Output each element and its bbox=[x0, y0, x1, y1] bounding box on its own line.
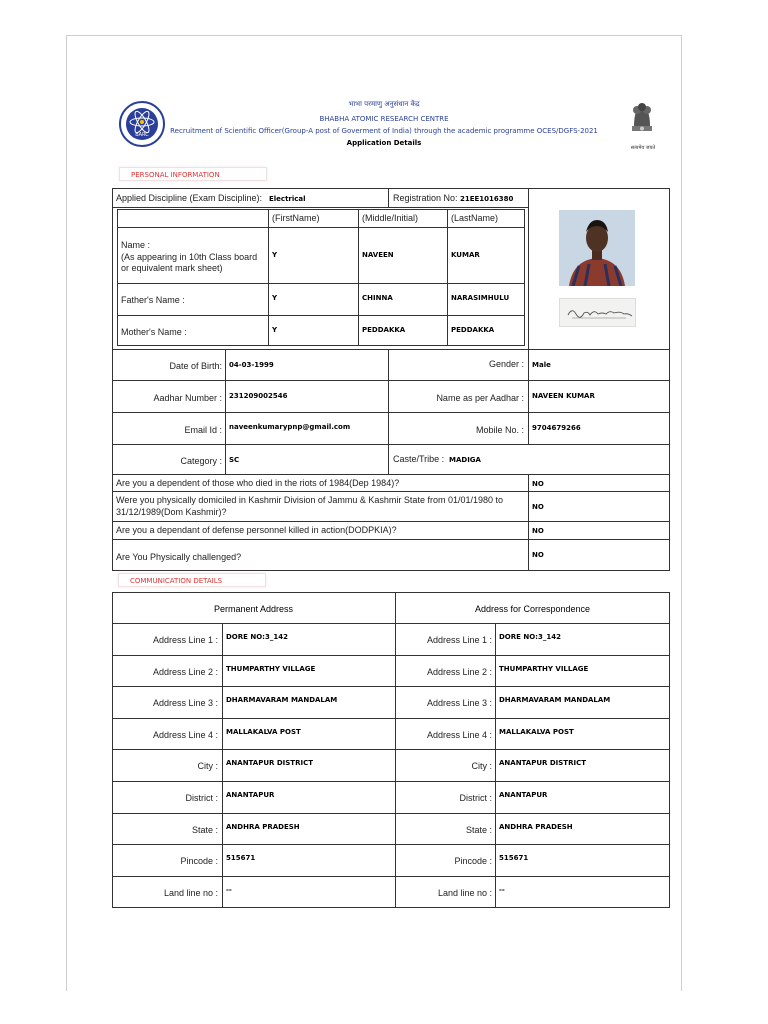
column-divider bbox=[222, 655, 223, 687]
caste-label: Caste/Tribe : bbox=[393, 454, 445, 464]
corr-address-value: ANANTAPUR bbox=[499, 791, 548, 799]
row-divider bbox=[112, 655, 670, 656]
row-divider bbox=[112, 718, 670, 719]
correspondence-address-header: Address for Correspondence bbox=[474, 604, 591, 614]
mother-middle: PEDDAKKA bbox=[362, 326, 406, 334]
name-label-line1: Name : bbox=[121, 240, 151, 250]
corr-address-value: MALLAKALVA POST bbox=[499, 728, 574, 736]
name-middle: NAVEEN bbox=[362, 251, 394, 259]
mother-first: Y bbox=[272, 326, 278, 334]
perm-address-label: Pincode : bbox=[180, 856, 218, 866]
father-last: NARASIMHULU bbox=[451, 294, 510, 302]
row-divider bbox=[112, 781, 670, 782]
perm-address-label: Address Line 1 : bbox=[152, 635, 218, 645]
column-divider bbox=[222, 876, 223, 908]
column-divider bbox=[495, 686, 496, 718]
column-divider bbox=[495, 813, 496, 845]
header-org-name: BHABHA ATOMIC RESEARCH CENTRE bbox=[319, 115, 449, 123]
perm-address-label: City : bbox=[197, 761, 218, 771]
corr-address-label: District : bbox=[459, 793, 492, 803]
column-divider bbox=[495, 781, 496, 813]
column-divider bbox=[222, 749, 223, 781]
registration-label: Registration No: bbox=[393, 193, 458, 203]
email-value: naveenkumarypnp@gmail.com bbox=[229, 423, 351, 431]
aadhar-name-value: NAVEEN KUMAR bbox=[532, 392, 595, 400]
mother-last: PEDDAKKA bbox=[451, 326, 495, 334]
mobile-label: Mobile No. : bbox=[475, 425, 524, 435]
perm-address-value: MALLAKALVA POST bbox=[226, 728, 301, 736]
email-label: Email Id : bbox=[184, 425, 222, 435]
corr-address-value: ANANTAPUR DISTRICT bbox=[499, 759, 586, 767]
section-personal-info: PERSONAL INFORMATION bbox=[119, 167, 267, 181]
dob-value: 04-03-1999 bbox=[229, 361, 274, 369]
perm-address-label: District : bbox=[185, 793, 218, 803]
column-divider bbox=[495, 876, 496, 908]
perm-address-value: 515671 bbox=[226, 854, 256, 862]
applicant-photo bbox=[559, 210, 635, 286]
column-divider bbox=[495, 749, 496, 781]
corr-address-label: State : bbox=[465, 825, 492, 835]
corr-address-value: 515671 bbox=[499, 854, 529, 862]
section-communication: COMMUNICATION DETAILS bbox=[118, 573, 266, 587]
corr-address-value: THUMPARTHY VILLAGE bbox=[499, 665, 589, 673]
perm-address-value: DHARMAVARAM MANDALAM bbox=[226, 696, 338, 704]
corr-address-label: City : bbox=[471, 761, 492, 771]
col-middle-name: (Middle/Initial) bbox=[362, 213, 419, 223]
perm-address-value: ANDHRA PRADESH bbox=[226, 823, 300, 831]
question-dodpkia: Are you a dependant of defense personnel killed in action(DODPKIA)? bbox=[116, 525, 397, 535]
answer-physically-challenged: NO bbox=[532, 551, 544, 559]
corr-address-label: Address Line 3 : bbox=[426, 698, 492, 708]
column-divider bbox=[495, 655, 496, 687]
row-divider bbox=[112, 844, 670, 845]
father-first: Y bbox=[272, 294, 278, 302]
category-value: SC bbox=[229, 456, 240, 464]
perm-address-value: ANANTAPUR DISTRICT bbox=[226, 759, 313, 767]
question-physically-challenged: Are You Physically challenged? bbox=[116, 552, 242, 562]
father-middle: CHINNA bbox=[362, 294, 393, 302]
row-divider bbox=[112, 876, 670, 877]
column-divider bbox=[222, 623, 223, 655]
perm-address-label: Address Line 2 : bbox=[152, 667, 218, 677]
header-app-title: Application Details bbox=[346, 139, 422, 147]
corr-address-value: DHARMAVARAM MANDALAM bbox=[499, 696, 611, 704]
mother-label: Mother's Name : bbox=[121, 327, 187, 337]
perm-address-value: DORE NO:3_142 bbox=[226, 633, 288, 641]
column-divider bbox=[222, 781, 223, 813]
perm-address-value: -- bbox=[226, 886, 232, 894]
question-dep-1984: Are you a dependent of those who died in the riots of 1984(Dep 1984)? bbox=[116, 478, 400, 488]
gender-label: Gender : bbox=[488, 359, 524, 369]
column-divider bbox=[222, 686, 223, 718]
registration-value: 21EE1016380 bbox=[460, 195, 514, 203]
perm-address-label: State : bbox=[191, 825, 218, 835]
barc-logo-text: BARC bbox=[135, 132, 149, 138]
perm-address-label: Address Line 4 : bbox=[152, 730, 218, 740]
column-divider bbox=[495, 718, 496, 750]
corr-address-label: Land line no : bbox=[437, 888, 492, 898]
corr-address-label: Address Line 4 : bbox=[426, 730, 492, 740]
corr-address-value: -- bbox=[499, 886, 505, 894]
column-divider bbox=[222, 718, 223, 750]
corr-address-label: Address Line 2 : bbox=[426, 667, 492, 677]
column-divider bbox=[495, 623, 496, 655]
discipline-value: Electrical bbox=[269, 195, 306, 203]
aadhar-label: Aadhar Number : bbox=[153, 393, 222, 403]
discipline-label: Applied Discipline (Exam Discipline): bbox=[116, 193, 263, 203]
corr-address-label: Address Line 1 : bbox=[426, 635, 492, 645]
column-divider bbox=[222, 844, 223, 876]
row-divider bbox=[112, 813, 670, 814]
question-dom-kashmir-line1: Were you physically domiciled in Kashmir Division of Jammu & Kashmir State from 01/01/1980 to bbox=[116, 495, 503, 505]
perm-address-value: THUMPARTHY VILLAGE bbox=[226, 665, 316, 673]
caste-value: MADIGA bbox=[449, 456, 481, 464]
corr-address-value: ANDHRA PRADESH bbox=[499, 823, 573, 831]
applicant-signature bbox=[559, 298, 636, 327]
answer-dodpkia: NO bbox=[532, 527, 544, 535]
name-last: KUMAR bbox=[451, 251, 480, 259]
perm-address-label: Address Line 3 : bbox=[152, 698, 218, 708]
question-dom-kashmir-line2: 31/12/1989(Dom Kashmir)? bbox=[116, 507, 227, 517]
row-divider bbox=[112, 686, 670, 687]
corr-address-value: DORE NO:3_142 bbox=[499, 633, 561, 641]
col-first-name: (FirstName) bbox=[272, 213, 320, 223]
header-hindi: भाभा परमाणु अनुसंधान केंद्र bbox=[348, 100, 420, 108]
gender-value: Male bbox=[532, 361, 551, 369]
row-divider bbox=[112, 623, 670, 624]
answer-dep-1984: NO bbox=[532, 480, 544, 488]
permanent-address-header: Permanent Address bbox=[213, 604, 294, 614]
dob-label: Date of Birth: bbox=[169, 361, 222, 371]
category-label: Category : bbox=[180, 456, 222, 466]
father-label: Father's Name : bbox=[121, 295, 185, 305]
answer-dom-kashmir: NO bbox=[532, 503, 544, 511]
mobile-value: 9704679266 bbox=[532, 424, 581, 432]
name-first: Y bbox=[272, 251, 278, 259]
name-label-line3: or equivalent mark sheet) bbox=[121, 263, 223, 273]
emblem-caption: सत्यमेव जयते bbox=[630, 145, 656, 151]
aadhar-name-label: Name as per Aadhar : bbox=[436, 393, 524, 403]
corr-address-label: Pincode : bbox=[454, 856, 492, 866]
header-recruitment: Recruitment of Scientific Officer(Group-A post of Goverment of India) through the academic programme OCES/DGFS-2021 bbox=[170, 127, 598, 135]
col-last-name: (LastName) bbox=[451, 213, 499, 223]
row-divider bbox=[112, 749, 670, 750]
column-divider bbox=[222, 813, 223, 845]
perm-address-label: Land line no : bbox=[163, 888, 218, 898]
aadhar-value: 231209002546 bbox=[229, 392, 288, 400]
column-divider bbox=[495, 844, 496, 876]
perm-address-value: ANANTAPUR bbox=[226, 791, 275, 799]
name-label-line2: (As appearing in 10th Class board bbox=[121, 252, 258, 262]
